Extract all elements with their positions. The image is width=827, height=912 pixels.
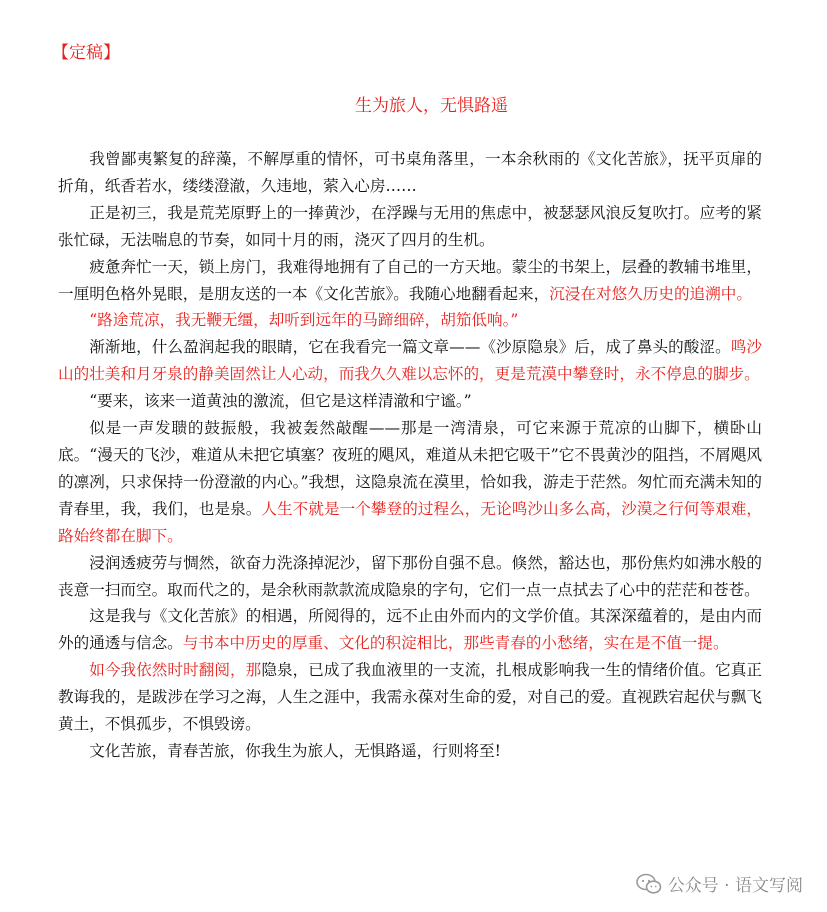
text-segment: 这是我与《文化苦旅》的相遇，所阅得的，远不止由外而内的文学价值。其深深蕴着的，是由内而外的通透与信念。: [58, 607, 762, 653]
paragraph: [58, 388, 762, 415]
highlighted-text-segment: 人生不就是一个攀登的过程么，无论鸣沙山多么高，沙漠之行何等艰难，路始终都在脚下。: [58, 499, 762, 545]
paragraph: [58, 334, 762, 388]
text-segment: 文化苦旅，青春苦旅，你我生为旅人，无惧路遥，行则将至!: [89, 741, 501, 760]
final-draft-label: 【定稿】: [52, 43, 120, 63]
paragraph: [58, 254, 762, 308]
highlighted-text-segment: 与书本中历史的厚重、文化的积淀相比，那些青春的小愁绪，实在是不值一提。: [182, 634, 729, 653]
text-segment: 似是一声发聩的鼓振般，我被轰然敲醒——那是一湾清泉，可它来源于荒凉的山脚下，横卧山底。“漫天的飞沙，难道从未把它填塞？夜班的飓风，难道从未把它吸干”它不畏黄沙的阻挡，不屑飓风的凛冽，只求保持一份澄澈的内心。”我想，这隐泉流在漠里，恰如我，游走于茫然。匆忙而充满未知的青春里，我，我们，也是泉。: [58, 419, 762, 518]
highlighted-text-segment: “路途荒凉，我无鞭无缰，却听到远年的马蹄细碎，胡笳低响。”: [89, 311, 519, 330]
wechat-icon: [636, 873, 662, 895]
highlighted-text-segment: 沉浸在对悠久历史的追溯中。: [549, 284, 752, 303]
text-segment: 浸润透疲劳与惆然，欲奋力洗涤掉泥沙，留下那份自强不息。倏然，豁达也，那份焦灼如沸水般的丧意一扫而空。取而代之的，是余秋雨款款流成隐泉的字句，它们一点一点拭去了心中的茫茫和苍苍。: [58, 553, 762, 599]
paragraph: [58, 415, 762, 550]
watermark-text: 公众号 · 语文写阅: [667, 876, 803, 896]
highlighted-text-segment: 如今我依然时时翻阅，那: [89, 661, 262, 680]
text-segment: “要来，该来一道黄浊的激流，但它是这样清澈和宁谧。”: [89, 392, 472, 411]
text-segment: 疲惫奔忙一天，锁上房门，我难得地拥有了自己的一方天地。蒙尘的书架上，层叠的教辅书堆里，一厘明色格外晃眼，是朋友送的一本《文化苦旅》。我随心地翻看起来，: [58, 257, 762, 303]
paragraph: [58, 146, 762, 200]
paragraph: [58, 603, 762, 657]
text-segment: 正是初三，我是荒芜原野上的一捧黄沙，在浮躁与无用的焦虑中，被瑟瑟风浪反复吹打。应考的紧张忙碌，无法喘息的节奏，如同十月的雨，浇灭了四月的生机。: [58, 203, 762, 249]
highlighted-text-segment: 鸣沙山的壮美和月牙泉的静美固然让人心动，而我久久难以忘怀的，更是荒漠中攀登时，永不停息的脚步。: [58, 338, 762, 384]
paragraph: [58, 307, 762, 334]
essay-body: [58, 146, 762, 765]
watermark: [636, 871, 803, 896]
essay-title: 生为旅人，无惧路遥: [355, 96, 508, 116]
paragraph: [58, 657, 762, 738]
text-segment: 我曾鄙夷繁复的辞藻，不解厚重的情怀，可书桌角落里，一本余秋雨的《文化苦旅》，抚平页扉的折角，纸香若水，缕缕澄澈，久违地，萦入心房……: [58, 150, 762, 195]
paragraph: [58, 200, 762, 254]
text-segment: 渐渐地，什么盈润起我的眼睛，它在我看完一篇文章——《沙原隐泉》后，成了鼻头的酸涩。: [89, 338, 731, 357]
paragraph: [58, 738, 762, 765]
text-segment: 隐泉，已成了我血液里的一支流，扎根成影响我一生的情绪价值。它真正教诲我的，是跋涉在学习之海，人生之涯中，我需永葆对生命的爱，对自己的爱。直视跌宕起伏与飘飞黄土，不惧孤步，不惧毁谤。: [58, 661, 762, 734]
paragraph: [58, 550, 762, 604]
